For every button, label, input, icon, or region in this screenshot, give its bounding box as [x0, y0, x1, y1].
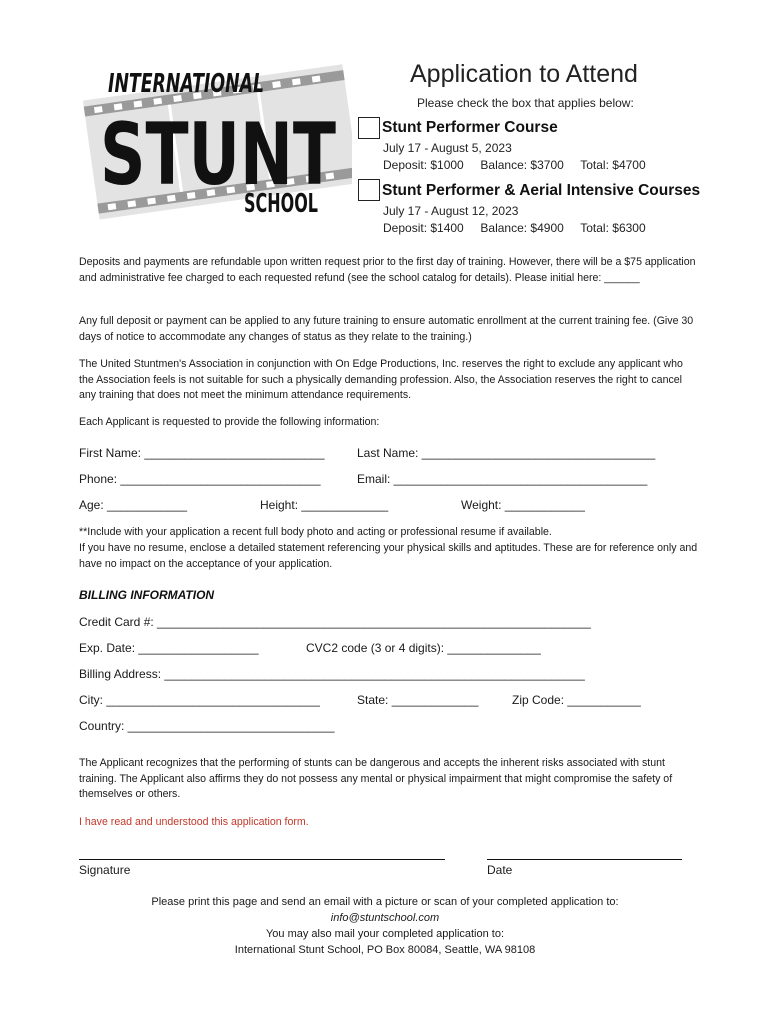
acknowledgement-text: I have read and understood this application form. — [79, 816, 309, 828]
cvc-field[interactable]: CVC2 code (3 or 4 digits): ______________ — [306, 641, 541, 655]
phone-field[interactable]: Phone: ______________________________ — [79, 472, 321, 486]
photo-note-line1: **Include with your application a recent full body photo and acting or professional resume if available. — [79, 526, 552, 538]
deposit-paragraph: Any full deposit or payment can be applied to any future training to ensure automatic enrollment at the current training fee. (Give 30 days of notice to accommodate any changes of status as they relate to the training.) — [79, 315, 694, 343]
country-field[interactable]: Country: _______________________________ — [79, 719, 335, 733]
footer-instructions: Please print this page and send an email with a picture or scan of your completed application to: — [151, 896, 619, 908]
option-checkbox-aerial-intensive[interactable] — [358, 179, 380, 201]
state-field[interactable]: State: _____________ — [357, 693, 479, 707]
option-dates: July 17 - August 5, 2023 — [383, 141, 512, 155]
weight-field[interactable]: Weight: ____________ — [461, 498, 585, 512]
signature-label: Signature — [79, 863, 131, 877]
page-title: Application to Attend — [410, 60, 638, 88]
signature-line[interactable] — [79, 859, 445, 860]
school-logo — [80, 62, 352, 222]
request-paragraph: Each Applicant is requested to provide the following information: — [79, 416, 380, 428]
option-pricing: Deposit: $1400 Balance: $4900 Total: $6300 — [383, 221, 646, 235]
city-field[interactable]: City: ________________________________ — [79, 693, 320, 707]
logo-line3: SCHOOL — [244, 189, 318, 219]
first-name-field[interactable]: First Name: ___________________________ — [79, 446, 325, 460]
logo-line1: INTERNATIONAL — [108, 69, 264, 99]
page-subtitle: Please check the box that applies below: — [417, 96, 634, 110]
photo-note-line2: If you have no resume, enclose a detailed statement referencing your physical skills and aptitudes. These are for reference only and have no impact on the acceptance of your application. — [79, 542, 698, 570]
footer-email-link[interactable]: info@stuntschool.com — [330, 912, 440, 924]
billing-heading: BILLING INFORMATION — [79, 588, 215, 602]
zip-code-field[interactable]: Zip Code: ___________ — [512, 693, 641, 707]
last-name-field[interactable]: Last Name: ___________________________________ — [357, 446, 656, 460]
option-dates: July 17 - August 12, 2023 — [383, 204, 519, 218]
email-field[interactable]: Email: ______________________________________ — [357, 472, 648, 486]
option-checkbox-stunt-performer[interactable] — [358, 117, 380, 139]
age-field[interactable]: Age: ____________ — [79, 498, 188, 512]
footer-address: International Stunt School, PO Box 80084, Seattle, WA 98108 — [234, 944, 536, 956]
risk-paragraph: The Applicant recognizes that the performing of stunts can be dangerous and accepts the inherent risks associated with stunt training. The Applicant also affirms they do not possess any mental or physical impairment that might compromise the safety of themselves or others. — [79, 757, 673, 801]
option-pricing: Deposit: $1000 Balance: $3700 Total: $4700 — [383, 158, 646, 172]
option-title: Stunt Performer & Aerial Intensive Courses — [382, 182, 701, 199]
date-label: Date — [487, 863, 513, 877]
footer-mail-instructions: You may also mail your completed application to: — [265, 928, 505, 940]
exp-date-field[interactable]: Exp. Date: __________________ — [79, 641, 259, 655]
date-line[interactable] — [487, 859, 682, 860]
credit-card-field[interactable]: Credit Card #: _________________________________________________________________ — [79, 615, 591, 629]
refund-paragraph: Deposits and payments are refundable upon written request prior to the first day of training. However, there will be a $75 application and administrative fee charged to each requested refund (see the school catalog for details). Please initial here: ______ — [79, 256, 696, 284]
logo-line2: STUNT — [100, 105, 337, 205]
billing-address-field[interactable]: Billing Address: _______________________________________________________________ — [79, 667, 585, 681]
height-field[interactable]: Height: _____________ — [260, 498, 389, 512]
association-paragraph: The United Stuntmen's Association in conjunction with On Edge Productions, Inc. reserves the right to exclude any applicant who the Association feels is not suitable for such a physically demanding profession. Also, the Association reserves the right to cancel any training that does not meet the minimum attendance requirements. — [79, 358, 683, 402]
option-title: Stunt Performer Course — [382, 119, 558, 136]
